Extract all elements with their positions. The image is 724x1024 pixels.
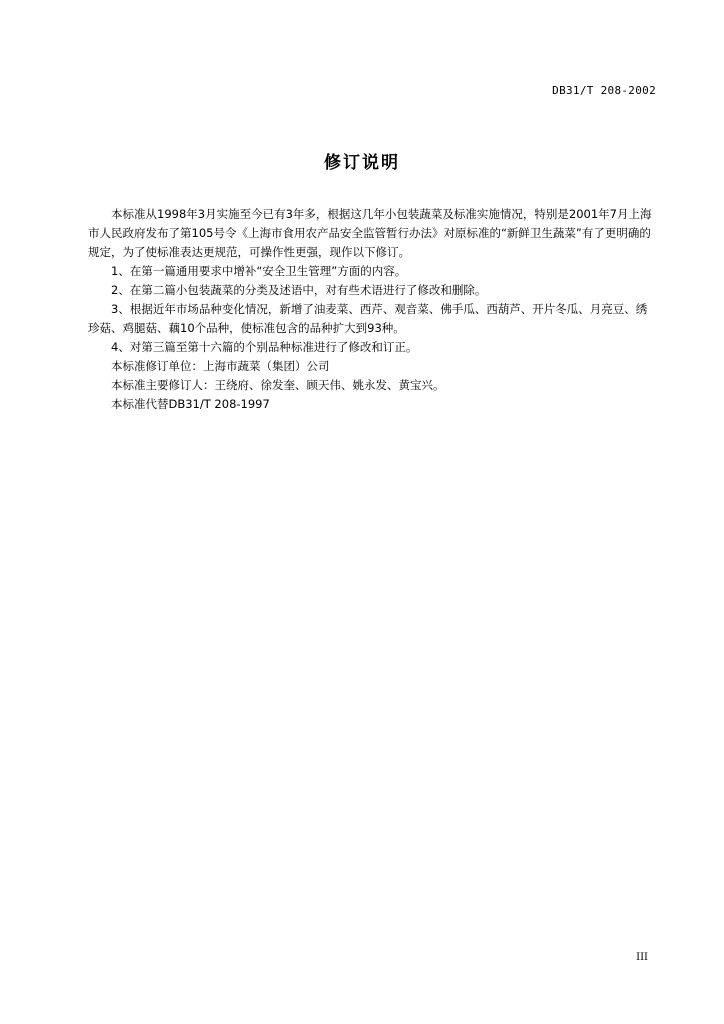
revision-item-2: 2、在第二篇小包装蔬菜的分类及述语中，对有些术语进行了修改和删除。	[111, 283, 487, 297]
document-body	[88, 205, 658, 414]
page-number: III	[636, 952, 648, 963]
revision-item-3: 3、根据近年市场品种变化情况，新增了油麦菜、西芹、观音菜、佛手瓜、西葫芦、开片冬瓜、月亮豆、绣珍菇、鸡腿菇、藕10个品种，使标准包含的品种扩大到93种。	[88, 302, 648, 335]
revision-item-4: 4、对第三篇至第十六篇的个别品种标准进行了修改和订正。	[111, 340, 418, 354]
replacement-note: 本标准代替DB31/T 208-1997	[111, 397, 270, 411]
revision-item-1: 1、在第一篇通用要求中增补“安全卫生管理”方面的内容。	[111, 264, 407, 278]
revising-authors: 本标准主要修订人：王绕府、徐发奎、顾天伟、姚永发、黄宝兴。	[111, 378, 445, 392]
intro-paragraph: 本标准从1998年3月实施至今已有3年多，根据这几年小包装蔬菜及标准实施情况，特别是2001年7月上海市人民政府发布了第105号令《上海市食用农产品安全监管暂行办法》对原标准的“新鲜卫生蔬菜”有了更明确的规定，为了使标准表达更规范，可操作性更强，现作以下修订。	[88, 207, 652, 259]
standard-code: DB31/T 208-2002	[552, 84, 656, 97]
revising-organization: 本标准修订单位：上海市蔬菜（集团）公司	[111, 359, 330, 373]
page-title: 修订说明	[324, 153, 400, 173]
